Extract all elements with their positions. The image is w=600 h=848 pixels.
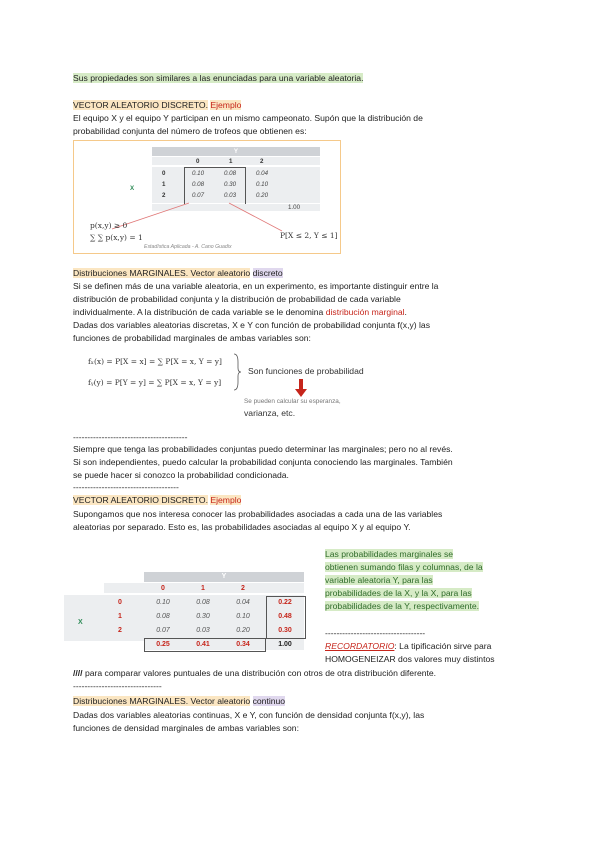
section5-text2: funciones de densidad marginales de ambas variables son: (73, 723, 299, 733)
table2-col-2: 2 (241, 585, 245, 592)
formula-note2: Se pueden calcular su esperanza, (244, 398, 341, 405)
section4-title: VECTOR ALEATORIO DISCRETO. (73, 495, 208, 505)
table2-total: 1.00 (278, 641, 292, 648)
section3-line: Siempre que tenga las probabilidades conjuntas puedo determinar las marginales; pero no al revés. (73, 444, 453, 454)
section2-heading (73, 267, 283, 280)
side-note-dashes: ----------------------------------- (325, 628, 426, 638)
table1-cell: 0.10 (255, 181, 269, 188)
section5-text1: Dadas dos variables aleatorias continuas, X e Y, con función de densidad conjunta f(x,y), las (73, 710, 425, 720)
section2-line: Dadas dos variables aleatorias discretas, X e Y con función de probabilidad conjunta f(x,y) las (73, 320, 431, 330)
table1-cell: 0.10 (191, 170, 205, 177)
section1-text1: El equipo X y el equipo Y participan en un mismo campeonato. Supón que la distribución de (73, 113, 423, 123)
table2-cell: 0.30 (196, 613, 210, 620)
table2-col-marginal: 0.25 (156, 641, 170, 648)
slash-marks: //// (73, 668, 83, 678)
side-note-line: probabilidades de la X, y la X, para las (325, 588, 472, 598)
table1-row-label: 2 (162, 192, 166, 199)
table1-cell: 0.07 (191, 192, 205, 199)
reminder-line (325, 641, 491, 651)
table2-row-marginal: 0.48 (278, 613, 292, 620)
section2-tag: discreto (252, 268, 283, 278)
section4-example: Ejemplo (210, 495, 242, 505)
side-note (325, 548, 483, 613)
table2-col-marg-box (144, 638, 266, 652)
section1-title: VECTOR ALEATORIO DISCRETO. (73, 100, 208, 110)
dash-separator: ------------------------------------- (73, 482, 179, 492)
intro-line (73, 72, 363, 85)
table2-cell: 0.08 (156, 613, 170, 620)
table1-cond2: ∑ ∑ p(x,y) = 1 (90, 233, 143, 242)
reminder-label: RECORDATORIO (325, 641, 395, 651)
section2-line: distribución de probabilidad conjunta y la distribución de probabilidad de cada variable (73, 294, 401, 304)
joint-probability-figure (73, 140, 341, 254)
section3-line: Si son independientes, puedo calcular la probabilidad conjunta conociendo las marginales. También (73, 457, 453, 467)
connector-line (229, 203, 282, 231)
table2-col-var: Y (221, 573, 227, 580)
side-note-line: variable aleatoria Y, para las (325, 575, 433, 585)
down-arrow-icon (294, 379, 308, 399)
table2-cell: 0.07 (156, 627, 170, 634)
table1-total: 1.00 (287, 204, 301, 211)
section2-line: Si se definen más de una variable aleatoria, en un experimento, es importante distinguir entre la (73, 281, 439, 291)
marginal-formula-x: fₓ(x) = P[X = x] = ∑ P[X = x, Y = y] (88, 357, 222, 366)
table2-cell: 0.10 (156, 599, 170, 606)
table2-row-label: 0 (118, 599, 122, 606)
table1-col-1: 1 (229, 158, 233, 165)
table2-cell: 0.20 (236, 627, 250, 634)
dash-separator: ------------------------------- (73, 681, 162, 691)
table1-cell: 0.20 (255, 192, 269, 199)
table1-cell: 0.08 (191, 181, 205, 188)
table2-row-label: 2 (118, 627, 122, 634)
table2-cell: 0.08 (196, 599, 210, 606)
table1-cond1: p(x,y) ≥ 0 (90, 221, 128, 230)
table2-row-label: 1 (118, 613, 122, 620)
section1-text2: probabilidad conjunta del número de trofeos que obtienen es: (73, 126, 307, 136)
section2-line: funciones de probabilidad marginales de ambas variables son: (73, 333, 311, 343)
section3-line: se puede hacer si conozco la probabilidad condicionada. (73, 470, 289, 480)
formula-note3: varianza, etc. (244, 408, 296, 418)
table1-col-var: Y (233, 148, 239, 155)
table2-row-var: X (78, 619, 83, 626)
section1-heading (73, 99, 241, 112)
section1-example: Ejemplo (210, 100, 242, 110)
table1-prob: P[X ≤ 2, Y ≤ 1] (280, 231, 338, 240)
table2-row-marg-box (266, 596, 306, 639)
table2-col-0: 0 (161, 585, 165, 592)
table2-col-marginal: 0.34 (236, 641, 250, 648)
table2-cell: 0.10 (236, 613, 250, 620)
section4-text1: Supongamos que nos interesa conocer las probabilidades asociadas a cada una de las variables (73, 509, 443, 519)
marginal-formula-y: fᵧ(y) = P[Y = y] = ∑ P[X = x, Y = y] (88, 378, 222, 387)
marginal-term: distribución marginal (325, 307, 405, 317)
section5-heading (73, 695, 285, 708)
intro-text: Sus propiedades son similares a las enunciadas para una variable aleatoria. (73, 73, 364, 83)
slash-text: para comparar valores puntuales de una distribución con otros de otra distribución diferente. (82, 668, 437, 678)
table2-cell: 0.03 (196, 627, 210, 634)
table2-row-marginal: 0.30 (278, 627, 292, 634)
dash-separator: ---------------------------------------- (73, 432, 188, 442)
table1-row-var: X (130, 185, 135, 192)
table1-col-0: 0 (196, 158, 200, 165)
table1-cell: 0.04 (255, 170, 269, 177)
section4-text2: aleatorias por separado. Esto es, las probabilidades asociadas al equipo X y al equipo Y. (73, 522, 411, 532)
table1-row-label: 0 (162, 170, 166, 177)
side-note-line: probabilidades de la Y, respectivamente. (325, 601, 479, 611)
reminder-text: : La tipificación sirve para (394, 641, 492, 651)
section5-title: Distribuciones MARGINALES. Vector aleatorio (73, 696, 251, 706)
table1-caption: Estadística Aplicada - A. Cano Guadix (144, 244, 232, 250)
table1-row-label: 1 (162, 181, 166, 188)
table1-cell: 0.08 (223, 170, 237, 177)
section5-tag: continuo (252, 696, 286, 706)
reminder-line2: HOMOGENEIZAR dos valores muy distintos (325, 654, 495, 664)
section2-title: Distribuciones MARGINALES. Vector aleatorio (73, 268, 251, 278)
table1-cell: 0.03 (223, 192, 237, 199)
side-note-line: Las probabilidades marginales se (325, 549, 454, 559)
table2-col-marginal: 0.41 (196, 641, 210, 648)
slash-line (73, 667, 436, 680)
formula-note1: Son funciones de probabilidad (248, 366, 364, 376)
side-note-line: obtienen sumando filas y columnas, de la (325, 562, 483, 572)
section2-line: individualmente. A la distribución de cada variable se le denomina distribución marginal. (73, 307, 407, 317)
table2-cell: 0.04 (236, 599, 250, 606)
section2-line-text: individualmente. A la distribución de cada variable se le denomina (73, 307, 324, 317)
table1-col-2: 2 (260, 158, 264, 165)
table2-row-marginal: 0.22 (278, 599, 292, 606)
section4-heading (73, 494, 241, 507)
brace-icon (232, 352, 242, 392)
table2-col-1: 1 (201, 585, 205, 592)
table1-cell: 0.30 (223, 181, 237, 188)
